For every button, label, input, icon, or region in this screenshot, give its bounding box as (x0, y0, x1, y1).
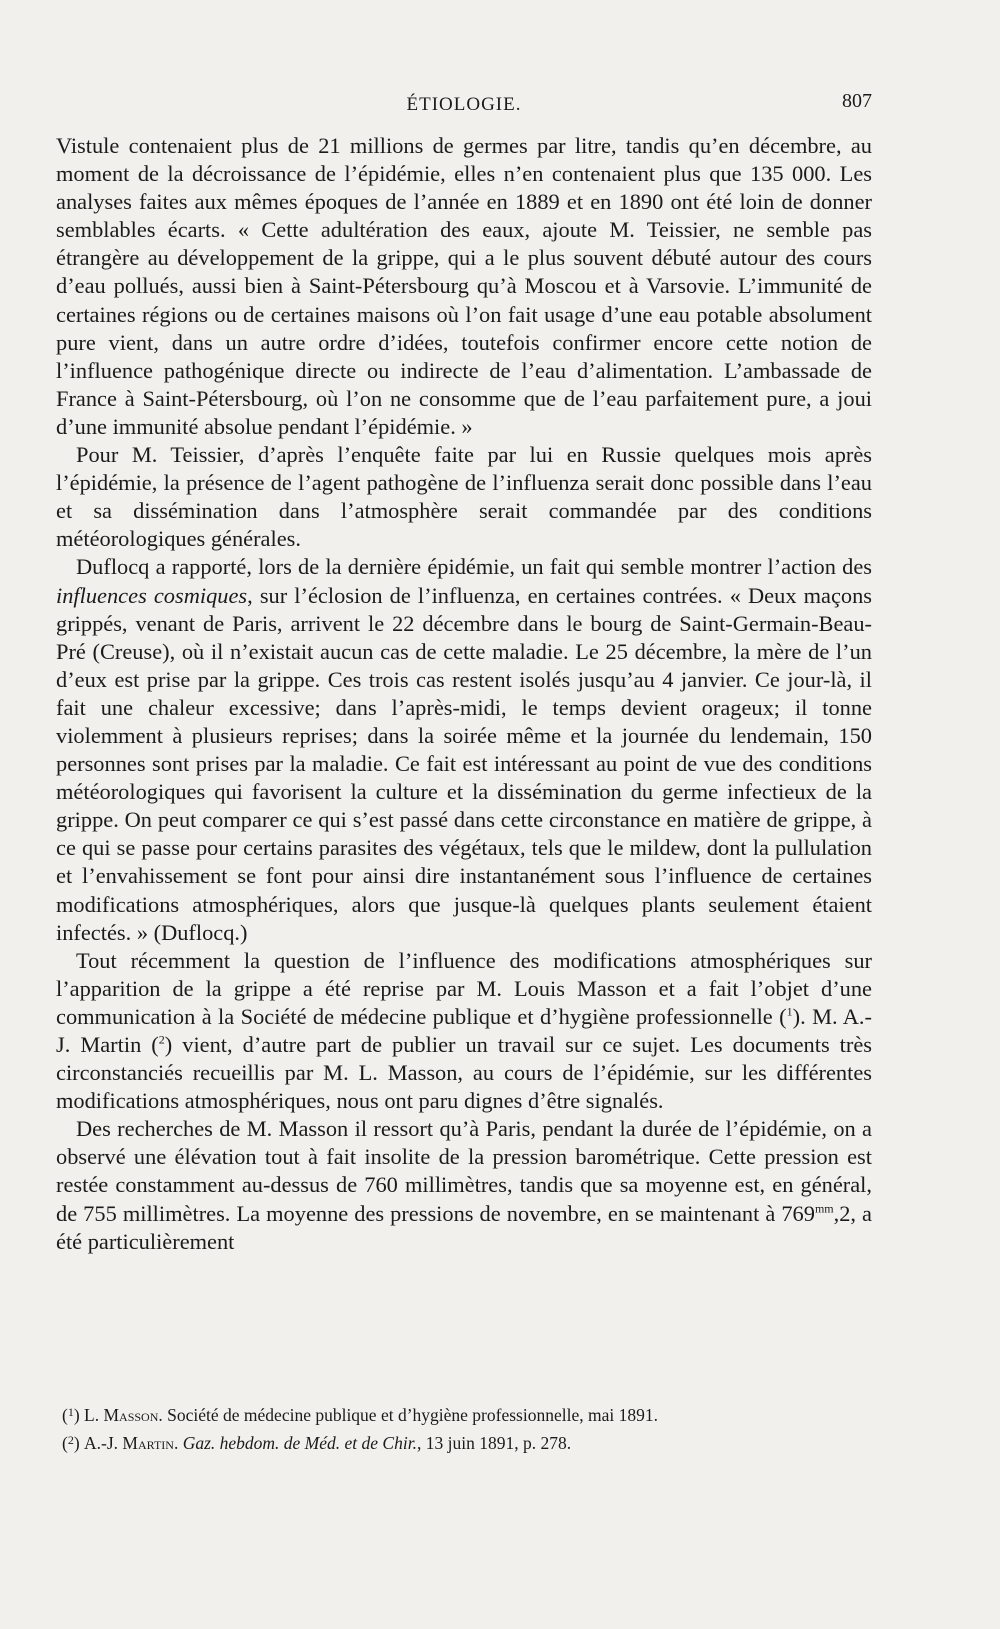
footnote-ref-2[interactable]: 2 (158, 1032, 165, 1047)
chapter-title: ÉTIOLOGIE. (406, 94, 522, 115)
paragraph-5 (56, 1115, 872, 1255)
footnote-2-journal: Gaz. hebdom. de Méd. et de Chir. (182, 1433, 417, 1453)
paragraph-4 (56, 947, 872, 1116)
paragraph-4-part2: ). M. A.-J. Martin ( (56, 1003, 872, 1057)
paragraph-5-part1: Des recherches de M. Masson il ressort qu’à Paris, pendant la durée de l’épidémie, on a observé une élévation tout à fait insolite de la pression barométrique. Cette pression est restée constamment au-dessus de 760 millimètres, tandis que sa moyenne est, en général, de 755 millimètres. La moyenne des pressions de novembre, en se maintenant à 769 (56, 1116, 872, 1226)
paragraph-3 (56, 553, 872, 946)
paragraph-3-after: , sur l’éclosion de l’influenza, en certaines contrées. « Deux maçons grippés, venant de Paris, arrivent le 22 décembre dans le bourg de Saint-Germain-Beau-Pré (Creuse), où il n’existait aucun cas de cette maladie. Le 25 décembre, la mère de l’un d’eux est prise par la grippe. Ces trois cas restent isolés jusqu’au 4 janvier. Ce jour-là, il fait une chaleur excessive; dans l’après-midi, le temps devient orageux; il tonne violemment à plusieurs reprises; dans la soirée même et la journée du lendemain, 150 personnes sont prises par la maladie. Ce fait est intéressant au point de vue des conditions météorologiques qui favorisent la culture et la dissémination du germe infectieux de la grippe. On peut comparer ce qui s’est passé dans cette circonstance en matière de grippe, à ce qui se passe pour certains parasites des végétaux, tels que le mildew, dont la pullulation et l’envahissement se font pour ainsi dire instantanément sous l’influence de certaines modifications atmosphériques, alors que jusque-là quelques plants seulement étaient infectés. » (Duflocq.) (56, 582, 873, 945)
footnote-1-number: 1 (67, 1405, 74, 1419)
body-text (56, 132, 872, 1256)
footnote-2-author: A.-J. Martin (84, 1433, 174, 1453)
paragraph-3-before: Duflocq a rapporté, lors de la dernière épidémie, un fait qui semble montrer l’action des (76, 554, 872, 580)
footnotes (62, 1400, 872, 1456)
footnote-1-text: . Société de médecine publique et d’hygiène professionnelle, mai 1891. (158, 1405, 658, 1425)
paragraph-2: Pour M. Teissier, d’après l’enquête faite par lui en Russie quelques mois après l’épidémie, la présence de l’agent pathogène de l’influenza serait donc possible dans l’eau et sa dissémination dans l’atmosphère serait commandée par des conditions météorologiques générales. (56, 442, 872, 552)
unit-superscript: mm (814, 1201, 834, 1216)
footnote-2-number: 2 (67, 1433, 74, 1447)
footnote-2: ($^2$) A.-J. Martin. Gaz. hebdom. de Méd. et de Chir., 13 juin 1891, p. 278. (62, 1433, 572, 1453)
footnote-2-text: , 13 juin 1891, p. 278. (416, 1433, 572, 1453)
paragraph-4-part3: ) vient, d’autre part de publier un travail sur ce sujet. Les documents très circonstanciés recueillis par M. L. Masson, au cours de l’épidémie, sur les différentes modifications atmosphériques, nous ont paru dignes d’être signalés. (56, 1032, 873, 1114)
footnote-1: ($^1$) L. Masson. Société de médecine publique et d’hygiène professionnelle, mai 1891. (62, 1405, 658, 1425)
paragraph-5-part2: ,2, a été particulièrement (56, 1200, 872, 1254)
footnote-1-author: L. Masson (84, 1405, 159, 1425)
paragraph-4-part1: Tout récemment la question de l’influence des modifications atmosphériques sur l’apparition de la grippe a été reprise par M. Louis Masson et a fait l’objet d’une communication à la Société de médecine publique et d’hygiène professionnelle ( (56, 947, 872, 1029)
page-number: 807 (842, 90, 872, 112)
running-head (56, 90, 872, 124)
paragraph-1: Vistule contenaient plus de 21 millions de germes par litre, tandis qu’en décembre, au moment de la décroissance de l’épidémie, elles n’en contenaient plus que 135 000. Les analyses faites aux mêmes époques de l’année en 1889 et en 1890 ont été loin de donner semblables écarts. « Cette adultération des eaux, ajoute M. Teissier, ne semble pas étrangère au développement de la grippe, qui a le plus souvent débuté autour des cours d’eau pollués, aussi bien à Saint-Pétersbourg qu’à Moscou et à Varsovie. L’immunité de certaines régions ou de certaines maisons où l’on fait usage d’une eau potable absolument pure vient, dans un autre ordre d’idées, toutefois confirmer encore cette notion de l’influence pathogénique directe ou indirecte de l’eau d’alimentation. L’ambassade de France à Saint-Pétersbourg, où l’on ne consomme que de l’eau parfaitement pure, a joui d’une immunité absolue pendant l’épidémie. » (56, 133, 872, 439)
paragraph-3-italic: influences cosmiques (56, 582, 248, 608)
footnote-ref-1[interactable]: 1 (786, 1004, 793, 1019)
